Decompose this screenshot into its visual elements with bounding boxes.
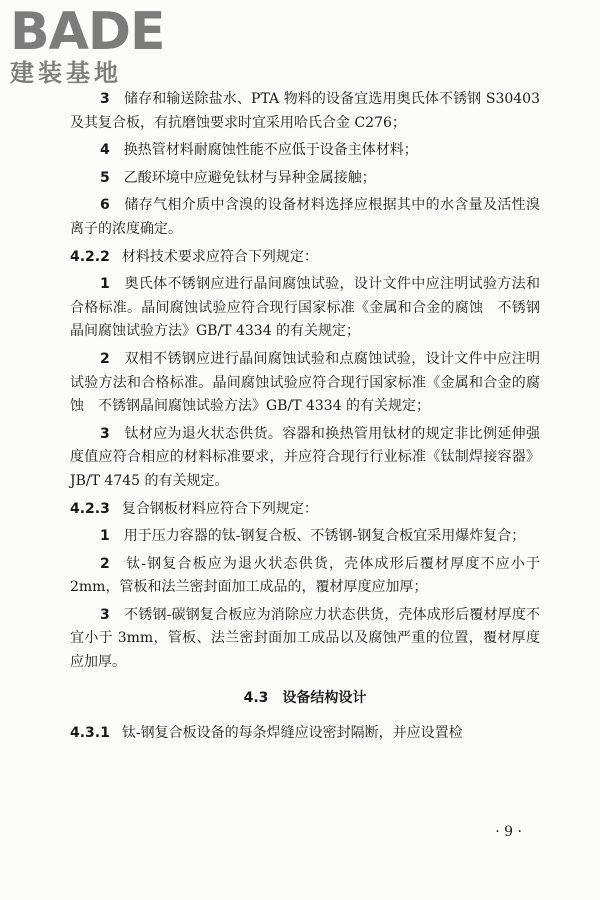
item-3-stainless-clad [70,604,540,675]
page-number: · 9 · [495,824,522,840]
item-text: 用于压力容器的钛-钢复合板、不锈钢-钢复合板宜采用爆炸复合； [123,528,526,545]
item-3-storage [70,88,540,135]
item-text: 钛-钢复合板应为退火状态供货，壳体成形后覆材厚度不应小于 2mm，管板和法兰密封面加工成品的，覆材厚度应加厚； [70,555,540,596]
clause-number: 4.2.2 [70,248,110,265]
item-4-heat-exchanger [70,139,540,163]
item-number: 3 [100,606,110,623]
item-number: 3 [100,425,110,442]
document-body [70,88,540,750]
clause-text: 材料技术要求应符合下列规定： [121,248,318,265]
item-2-titanium-clad [70,553,540,600]
item-number: 4 [100,142,110,159]
item-6-bromine [70,194,540,241]
item-number: 6 [100,197,110,214]
clause-4-3-1 [70,722,540,746]
clause-number: 4.3.1 [70,725,110,742]
item-number: 1 [100,276,110,293]
item-3-titanium [70,423,540,494]
item-number: 1 [100,528,110,545]
item-number: 5 [100,169,110,186]
item-text: 乙酸环境中应避免钛材与异种金属接触； [123,169,376,186]
item-number: 2 [100,350,110,367]
item-number: 3 [100,91,110,107]
item-1-austenitic [70,273,540,344]
clause-text: 钛-钢复合板设备的每条焊缝应设密封隔断，并应设置检 [121,725,463,742]
logo-wordmark: BADE [10,2,165,62]
section-heading [70,687,540,711]
item-text: 奥氏体不锈钢应进行晶间腐蚀试验，设计文件中应注明试验方法和合格标准。晶间腐蚀试验应符合现行国家标准《金属和合金的腐蚀 不锈钢晶间腐蚀试验方法》GB/T 4334 的有关规定； [70,276,541,340]
item-text: 储存气相介质中含溴的设备材料选择应根据其中的水含量及活性溴离子的浓度确定。 [70,197,541,237]
clause-4-2-3 [70,498,540,522]
section-number: 4.3 [243,689,269,706]
item-number: 2 [100,555,110,572]
item-text: 钛材应为退火状态供货。容器和换热管用钛材的规定非比例延伸强度值应符合相应的材料标准要求，并应符合现行行业标准《钛制焊接容器》JB/T 4745 的有关规定。 [70,425,541,489]
logo-subtitle: 建装基地 [10,59,122,87]
item-text: 储存和输送除盐水、PTA 物料的设备宜选用奥氏体不锈钢 S30403 及其复合板，有抗磨蚀要求时宜采用哈氏合金 C276； [70,91,540,131]
item-1-explosive-clad [70,525,540,549]
clause-text: 复合钢板材料应符合下列规定： [121,500,318,517]
item-5-acetic-acid [70,167,540,191]
item-text: 双相不锈钢应进行晶间腐蚀试验和点腐蚀试验，设计文件中应注明试验方法和合格标准。晶间腐蚀试验应符合现行国家标准《金属和合金的腐蚀 不锈钢晶间腐蚀试验方法》GB/T 4334 的有关规定； [70,350,541,415]
logo [10,2,180,88]
item-2-duplex [70,348,540,419]
section-title: 设备结构设计 [282,689,367,706]
item-text: 不锈钢-碳钢复合板应为消除应力状态供货，壳体成形后覆材厚度不宜小于 3mm，管板、法兰密封面加工成品以及腐蚀严重的位置，覆材厚度应加厚。 [70,606,540,671]
clause-4-2-2 [70,246,540,270]
clause-number: 4.2.3 [70,500,110,517]
item-text: 换热管材料耐腐蚀性能不应低于设备主体材料； [123,142,418,159]
